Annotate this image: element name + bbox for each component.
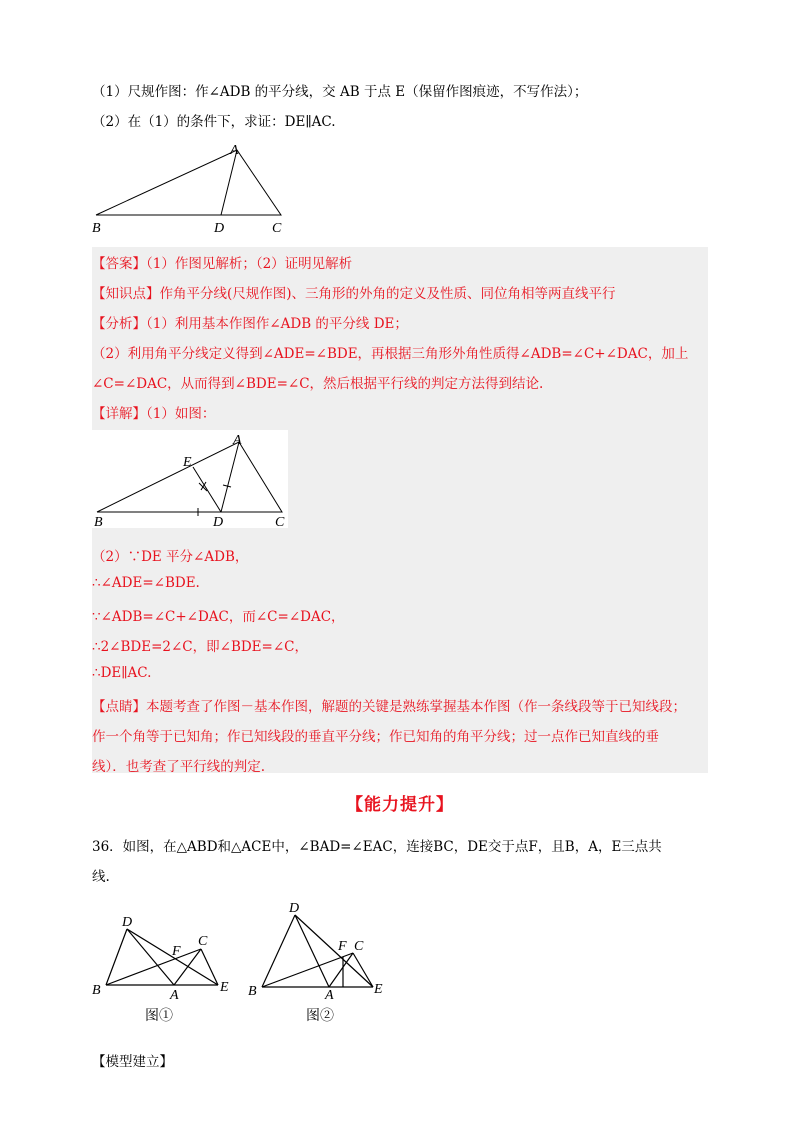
- figure-triangle-abc: [88, 140, 308, 240]
- question-36-line-1: 36．如图，在△ABD和△ACE中，∠BAD=∠EAC，连接BC，DE交于点F，且B，A，E三点共: [92, 839, 662, 855]
- label-c: C: [275, 515, 285, 528]
- label-e: E: [220, 980, 229, 995]
- comment-line-3: 线）．也考查了平行线的判定.: [92, 759, 266, 775]
- comment-line-1: 【点睛】本题考查了作图－基本作图，解题的关键是熟练掌握基本作图（作一条线段等于已知线段；: [92, 699, 686, 715]
- label-b: B: [92, 221, 101, 236]
- label-a: A: [325, 988, 334, 1000]
- question-part-2: （2）在（1）的条件下，求证：DE∥AC.: [92, 114, 336, 130]
- detail-line-1: 【详解】（1）如图：: [92, 406, 216, 422]
- label-b: B: [94, 515, 103, 528]
- figure-angle-bisector-construction: [92, 430, 288, 528]
- proof-line-4: ∴2∠BDE=2∠C，即∠BDE=∠C，: [92, 639, 308, 655]
- comment-line-2: 作一个角等于已知角；作已知线段的垂直平分线；作已知角的角平分线；过一点作已知直线的垂: [92, 729, 659, 745]
- label-d: D: [289, 901, 300, 916]
- label-a: A: [233, 433, 242, 448]
- label-b: B: [92, 983, 101, 998]
- label-d: D: [214, 221, 225, 236]
- label-a: A: [170, 988, 179, 1000]
- analysis-line-1: 【分析】（1）利用基本作图作∠ADB 的平分线 DE；: [92, 316, 408, 332]
- analysis-line-3: ∠C=∠DAC，从而得到∠BDE=∠C，然后根据平行线的判定方法得到结论.: [92, 376, 544, 392]
- label-d: D: [213, 515, 224, 528]
- label-b: B: [248, 984, 257, 999]
- label-c: C: [354, 939, 364, 954]
- proof-line-2: ∴∠ADE=∠BDE.: [92, 575, 200, 591]
- section-title: 【能力提升】: [346, 795, 454, 815]
- label-f: F: [172, 944, 181, 959]
- proof-line-1: （2）∵DE 平分∠ADB，: [92, 549, 249, 565]
- figure-2-caption: 图②: [306, 1008, 334, 1024]
- knowledge-line: 【知识点】作角平分线(尺规作图)、三角形的外角的定义及性质、同位角相等两直线平行: [92, 286, 616, 302]
- proof-line-5: ∴DE∥AC.: [92, 665, 152, 681]
- analysis-line-2: （2）利用角平分线定义得到∠ADE=∠BDE，再根据三角形外角性质得∠ADB=∠C+∠DAC，加上: [92, 346, 689, 362]
- figure-1-caption: 图①: [145, 1008, 173, 1024]
- label-c: C: [198, 934, 208, 949]
- figure-2-diagram: [245, 895, 395, 1000]
- answer-line: 【答案】（1）作图见解析；（2）证明见解析: [92, 256, 353, 272]
- question-part-1: （1）尺规作图：作∠ADB 的平分线，交 AB 于点 E（保留作图痕迹，不写作法）；: [92, 84, 588, 100]
- proof-line-3: ∵∠ADB=∠C+∠DAC，而∠C=∠DAC，: [92, 609, 345, 625]
- label-e: E: [374, 982, 383, 997]
- label-f: F: [338, 939, 347, 954]
- label-a: A: [230, 143, 239, 158]
- label-e: E: [183, 455, 192, 470]
- figure-1-diagram: [88, 905, 238, 1000]
- label-d: D: [122, 915, 133, 930]
- question-36-line-2: 线.: [92, 869, 110, 885]
- label-c: C: [272, 221, 282, 236]
- model-heading: 【模型建立】: [92, 1054, 173, 1070]
